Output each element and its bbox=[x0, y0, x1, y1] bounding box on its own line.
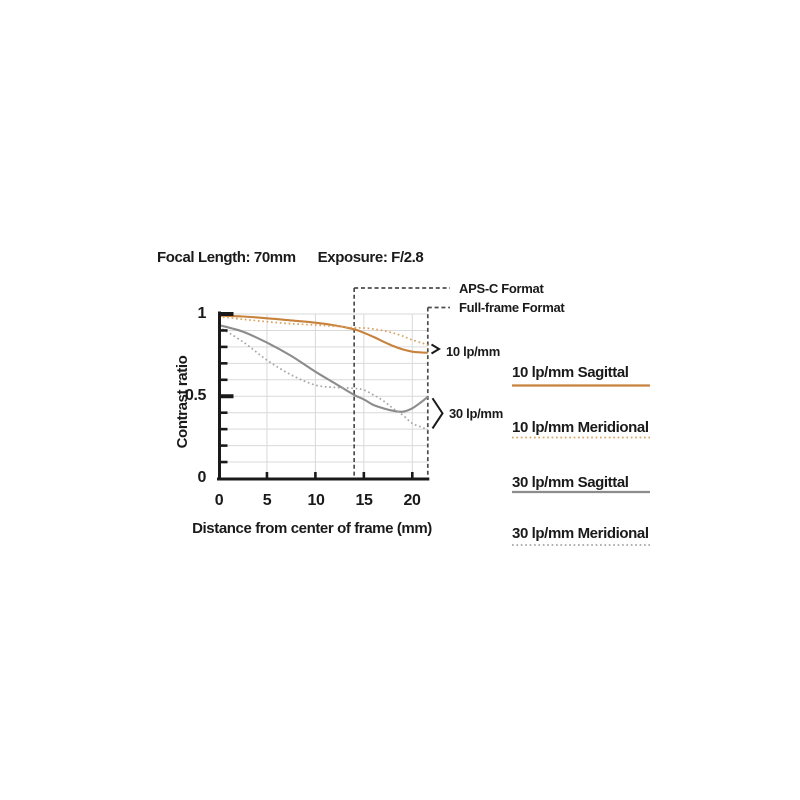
x-tick-label-5: 5 bbox=[262, 492, 272, 509]
exposure-label: Exposure: F/2.8 bbox=[317, 249, 424, 266]
legend-item-10-sagittal: 10 lp/mm Sagittal bbox=[512, 364, 629, 381]
x-tick-label-0: 0 bbox=[214, 492, 224, 509]
group-chevron-1 bbox=[433, 398, 443, 428]
y-axis-title: Contrast ratio bbox=[174, 355, 191, 449]
apsc-format-label: APS-C Format bbox=[459, 281, 544, 296]
legend-item-30-meridional: 30 lp/mm Meridional bbox=[512, 525, 649, 542]
chart-title bbox=[157, 249, 423, 266]
x-tick-label-10: 10 bbox=[307, 492, 325, 509]
full-frame-format-label: Full-frame Format bbox=[459, 300, 565, 315]
y-tick-label-0-5: 0.5 bbox=[184, 387, 206, 404]
series-curve-3 bbox=[219, 327, 428, 430]
x-axis-title: Distance from center of frame (mm) bbox=[192, 520, 432, 537]
group-chevron-0 bbox=[432, 344, 440, 353]
group-label-10lpmm: 10 lp/mm bbox=[446, 344, 500, 359]
legend-item-30-sagittal: 30 lp/mm Sagittal bbox=[512, 474, 629, 491]
y-tick-label-1: 1 bbox=[197, 305, 206, 322]
series-curve-2 bbox=[219, 325, 428, 412]
x-tick-label-20: 20 bbox=[403, 492, 421, 509]
x-tick-label-15: 15 bbox=[355, 492, 373, 509]
focal-length-label: Focal Length: 70mm bbox=[157, 249, 296, 266]
group-label-30lpmm: 30 lp/mm bbox=[449, 406, 503, 421]
y-tick-label-0: 0 bbox=[197, 469, 206, 486]
legend-item-10-meridional: 10 lp/mm Meridional bbox=[512, 419, 649, 436]
